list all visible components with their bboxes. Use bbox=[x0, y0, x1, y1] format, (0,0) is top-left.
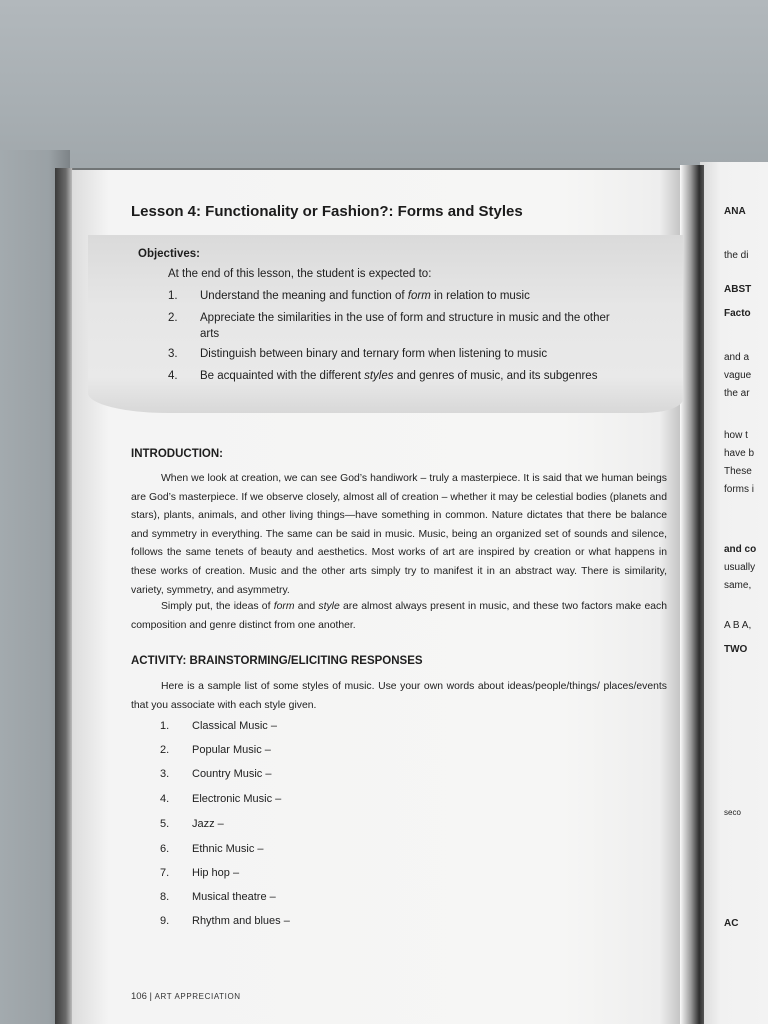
activity-item-label: Jazz – bbox=[192, 818, 224, 830]
next-page-fragment: have b bbox=[724, 448, 755, 459]
next-page-fragment: TWO bbox=[724, 644, 748, 655]
next-page-fragment: the ar bbox=[724, 388, 750, 399]
introduction-heading: INTRODUCTION: bbox=[131, 448, 223, 460]
objective-item bbox=[168, 348, 547, 360]
activity-instructions bbox=[131, 678, 667, 715]
introduction-text: When we look at creation, we can see God’s handiwork – truly a masterpiece. It is said that we human beings are God’s masterpiece. If we observe closely, almost all of creation – whether it may be celestial bodies (planets and stars), plants, animals, and other living things—have something in common. Nature dictates that there be balance and symmetry in everything. The same can be said in music. Music, being an organized set of sounds and silence, follows the same tenets of beauty and aesthetics. Most works of art are inspired by creation or what happens in these works of creation. Music and the other arts simply try to manifest it in an abstract way. There is similarity, variety, symmetry, and asymmetry. bbox=[131, 473, 667, 596]
activity-item-number: 3. bbox=[160, 768, 170, 780]
activity-list-item bbox=[160, 720, 277, 732]
activity-item-number: 4. bbox=[160, 793, 170, 805]
objective-emphasis: form bbox=[407, 290, 431, 302]
objective-text: Distinguish between binary and ternary form when listening to music bbox=[200, 348, 548, 360]
activity-instructions-text: Here is a sample list of some styles of music. Use your own words about ideas/people/things/ places/events that you associate with each style given. bbox=[131, 681, 667, 711]
activity-item-label: Rhythm and blues – bbox=[192, 915, 290, 927]
next-page-fragment: how t bbox=[724, 430, 748, 441]
activity-item-number: 1. bbox=[160, 720, 170, 732]
book-gutter-shadow bbox=[680, 165, 704, 1024]
objectives-band bbox=[88, 235, 683, 413]
activity-heading: ACTIVITY: BRAINSTORMING/ELICITING RESPONSES bbox=[131, 655, 423, 667]
next-page-fragment: seco bbox=[724, 808, 741, 817]
activity-item-label: Electronic Music – bbox=[192, 793, 282, 805]
next-page-fragment: ANA bbox=[724, 206, 746, 217]
objective-text: Be acquainted with the different bbox=[200, 370, 365, 382]
objective-item bbox=[168, 312, 610, 340]
objectives-intro: At the end of this lesson, the student is expected to: bbox=[168, 268, 432, 280]
background-surface bbox=[0, 0, 768, 185]
objective-text: and genres of music, and its subgenres bbox=[393, 370, 598, 382]
activity-list-item bbox=[160, 793, 281, 805]
activity-list-item bbox=[160, 843, 264, 855]
activity-item-label: Musical theatre – bbox=[192, 891, 276, 903]
activity-item-label: Ethnic Music – bbox=[192, 843, 264, 855]
objective-text: Understand the meaning and function of bbox=[200, 290, 408, 302]
next-page-fragment: and co bbox=[724, 544, 757, 555]
activity-list-item bbox=[160, 768, 271, 780]
activity-list-item bbox=[160, 867, 239, 879]
next-page-fragment: the di bbox=[724, 250, 749, 261]
objective-emphasis: styles bbox=[364, 370, 394, 382]
objective-number: 1. bbox=[168, 290, 178, 302]
objective-text: in relation to music bbox=[430, 290, 530, 302]
activity-list-item bbox=[160, 915, 290, 927]
book-edge-shadow bbox=[55, 168, 73, 1024]
objective-item bbox=[168, 290, 530, 302]
objectives-heading: Objectives: bbox=[138, 248, 200, 260]
activity-item-number: 7. bbox=[160, 867, 170, 879]
next-page-fragment: usually bbox=[724, 562, 756, 573]
activity-item-number: 9. bbox=[160, 915, 170, 927]
next-page-fragment: AC bbox=[724, 918, 739, 929]
right-page-cropped bbox=[700, 162, 768, 1024]
objective-number: 3. bbox=[168, 348, 178, 360]
introduction-paragraph bbox=[131, 598, 667, 635]
introduction-text: Simply put, the ideas of bbox=[161, 601, 274, 612]
objective-text-continued: arts bbox=[200, 328, 220, 340]
activity-item-number: 2. bbox=[160, 744, 170, 756]
activity-item-number: 8. bbox=[160, 891, 170, 903]
introduction-text: and bbox=[294, 601, 319, 612]
activity-item-number: 5. bbox=[160, 818, 170, 830]
next-page-fragment: vague bbox=[724, 370, 752, 381]
next-page-fragment: These bbox=[724, 466, 752, 477]
introduction-text: are almost always present in music, and these two factors make each composition and genre distinct from one another. bbox=[131, 601, 667, 631]
activity-item-label: Country Music – bbox=[192, 768, 272, 780]
next-page-fragment: Facto bbox=[724, 308, 751, 319]
next-page-fragment: ABST bbox=[724, 284, 752, 295]
introduction-paragraph bbox=[131, 470, 667, 600]
footer-section-title: ART APPRECIATION bbox=[154, 992, 241, 1001]
activity-item-number: 6. bbox=[160, 843, 170, 855]
footer-separator: | bbox=[149, 991, 152, 1002]
next-page-fragment: forms i bbox=[724, 484, 754, 495]
introduction-emphasis: form bbox=[273, 601, 295, 612]
next-page-fragment: and a bbox=[724, 352, 750, 363]
next-page-fragment: same, bbox=[724, 580, 752, 591]
objective-text: Appreciate the similarities in the use of form and structure in music and the other bbox=[200, 312, 610, 324]
objective-item bbox=[168, 370, 597, 382]
page-footer bbox=[131, 991, 241, 1002]
activity-list-item bbox=[160, 744, 271, 756]
introduction-emphasis: style bbox=[318, 601, 340, 612]
activity-item-label: Hip hop – bbox=[192, 867, 240, 879]
next-page-fragment: A B A, bbox=[724, 620, 752, 631]
objective-number: 2. bbox=[168, 312, 178, 324]
page-number: 106 bbox=[131, 991, 147, 1002]
objective-number: 4. bbox=[168, 370, 178, 382]
activity-list-item bbox=[160, 818, 224, 830]
activity-item-label: Popular Music – bbox=[192, 744, 271, 756]
activity-item-label: Classical Music – bbox=[192, 720, 277, 732]
activity-list-item bbox=[160, 891, 276, 903]
lesson-title: Lesson 4: Functionality or Fashion?: Forms and Styles bbox=[131, 203, 523, 220]
